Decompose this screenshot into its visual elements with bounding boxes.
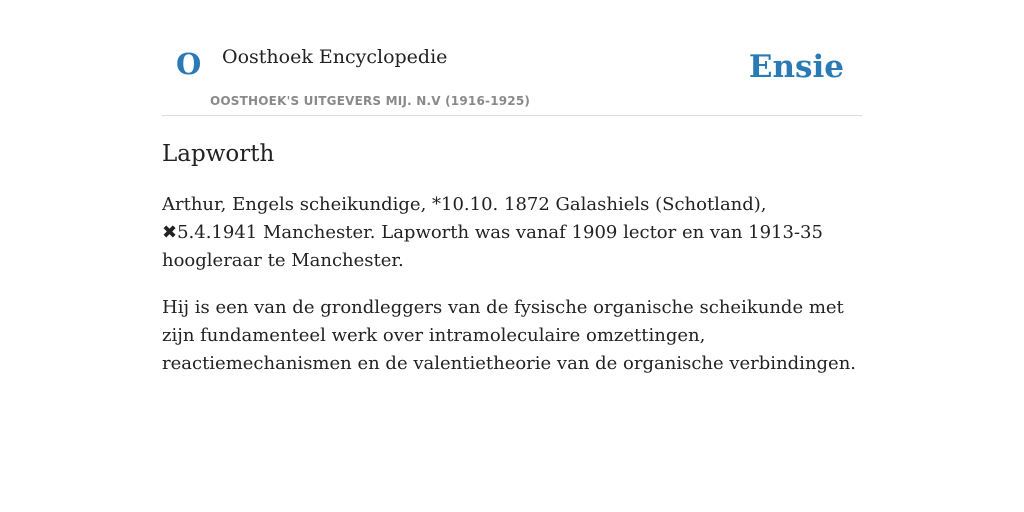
logo-icon[interactable]: O: [176, 47, 202, 81]
site-title: Oosthoek Encyclopedie: [222, 46, 448, 68]
page: [162, 0, 862, 378]
publisher-label: OOSTHOEK'S UITGEVERS MIJ. N.V (1916-1925): [210, 94, 531, 108]
ensie-brand-link[interactable]: Ensie: [748, 49, 844, 85]
article-paragraph: Hij is een van de grondleggers van de fysische organische scheikunde met zijn fundamenteel werk over intramoleculaire omzettingen, reactiemechanismen en de valentietheorie van de organische verbindingen.: [162, 296, 857, 374]
site-header: [162, 0, 862, 116]
article-title: Lapworth: [162, 141, 275, 167]
article-paragraph: Arthur, Engels scheikundige, *10.10. 1872 Galashiels (Schotland), ✖5.4.1941 Manchester. Lapworth was vanaf 1909 lector en van 1913-35 hoogleraar te Manchester.: [162, 193, 823, 271]
